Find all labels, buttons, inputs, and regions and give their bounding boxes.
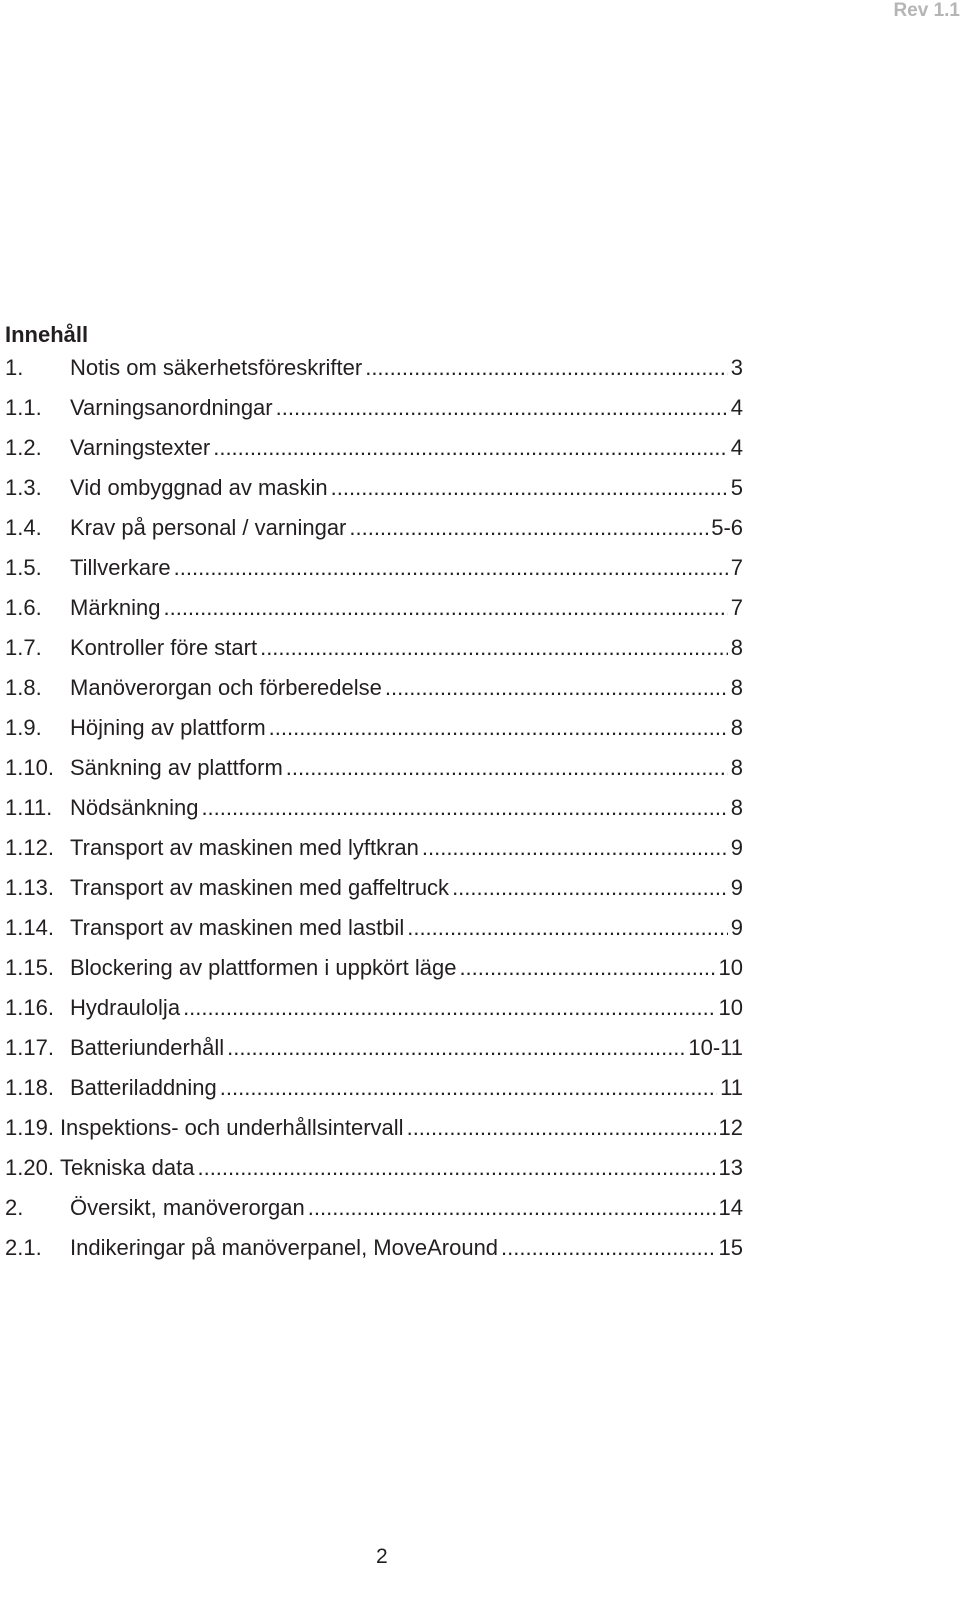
- toc-entry[interactable]: [5, 948, 743, 988]
- toc-entry-number: 1.11.: [5, 795, 53, 820]
- toc-entry-label: Tekniska data: [59, 1155, 195, 1180]
- toc-entry-number: 1.7.: [5, 635, 42, 660]
- toc-entry-page: 3: [730, 355, 743, 380]
- toc-entry-number: 1.9.: [5, 715, 42, 740]
- toc-entry-label: Indikeringar på manöverpanel, MoveAround: [70, 1235, 499, 1260]
- toc-entry-page: 11: [720, 1075, 743, 1100]
- toc-dot-leader: [183, 988, 715, 1028]
- toc-entry-label: Vid ombyggnad av maskin: [70, 475, 328, 500]
- toc-entry[interactable]: [5, 428, 743, 468]
- toc-dot-leader: [227, 1028, 685, 1068]
- toc-entry-number: 1.4.: [5, 515, 42, 540]
- toc-entry-label: Blockering av plattformen i uppkört läge: [70, 955, 457, 980]
- toc-entry-page: 7: [730, 595, 743, 620]
- toc-dot-leader: [422, 828, 728, 868]
- toc-entry-label: Sänkning av plattform: [70, 755, 283, 780]
- toc-entry-label: Batteriladdning: [70, 1075, 217, 1100]
- toc-dot-leader: [459, 948, 715, 988]
- toc-dot-leader: [213, 428, 728, 468]
- toc-entry[interactable]: [5, 1148, 743, 1188]
- toc-entry-number: 1.10.: [5, 755, 54, 780]
- toc-entry-page: 15: [718, 1235, 743, 1260]
- toc-dot-leader: [163, 588, 727, 628]
- toc-entry-number: 1.13.: [5, 875, 54, 900]
- toc-entry-page: 10-11: [688, 1035, 743, 1060]
- toc-entry-number: 1.8.: [5, 675, 42, 700]
- toc-entry-number: 1.12.: [5, 835, 54, 860]
- toc-entry[interactable]: [5, 788, 743, 828]
- toc-entry-page: 14: [718, 1195, 743, 1220]
- toc-entry-page: 9: [730, 915, 743, 940]
- toc-entry-label: Märkning: [70, 595, 161, 620]
- toc-entry-number: 1.18.: [5, 1075, 54, 1100]
- toc-dot-leader: [407, 908, 728, 948]
- toc-entry[interactable]: [5, 588, 743, 628]
- toc-dot-leader: [331, 468, 728, 508]
- toc-entry[interactable]: [5, 828, 743, 868]
- toc-entry[interactable]: [5, 988, 743, 1028]
- toc-entry-page: 4: [730, 395, 743, 420]
- toc-dot-leader: [365, 348, 728, 388]
- toc-title: Innehåll: [5, 322, 89, 347]
- toc-entry-number: 1.17.: [5, 1035, 54, 1060]
- toc-dot-leader: [197, 1148, 715, 1188]
- toc-entry-label: Varningstexter: [70, 435, 211, 460]
- toc-entry-label: Krav på personal / varningar: [70, 515, 347, 540]
- toc-entry[interactable]: [5, 508, 743, 548]
- toc-entry-label: Manöverorgan och förberedelse: [70, 675, 382, 700]
- toc-dot-leader: [452, 868, 728, 908]
- toc-entry-page: 10: [718, 955, 743, 980]
- toc-dot-leader: [260, 628, 728, 668]
- toc-entry-number: 1.: [5, 355, 24, 380]
- toc-dot-leader: [220, 1068, 717, 1108]
- toc-dot-leader: [349, 508, 708, 548]
- toc-entry[interactable]: [5, 908, 743, 948]
- toc-entry[interactable]: [5, 1188, 743, 1228]
- toc-entry-label: Batteriunderhåll: [70, 1035, 225, 1060]
- toc-entry[interactable]: [5, 468, 743, 508]
- toc-entry-page: 8: [730, 675, 743, 700]
- toc-entry-label: Inspektions- och underhållsintervall: [59, 1115, 404, 1140]
- toc-entry-page: 9: [730, 875, 743, 900]
- toc-entry-page: 12: [718, 1115, 743, 1140]
- toc-entry-label: Höjning av plattform: [70, 715, 266, 740]
- toc-entry-label: Transport av maskinen med gaffeltruck: [70, 875, 450, 900]
- toc-entry-number: 2.1.: [5, 1235, 42, 1260]
- toc-entry-page: 5: [730, 475, 743, 500]
- toc-entry[interactable]: [5, 1068, 743, 1108]
- page-number: 2: [376, 1545, 388, 1568]
- toc-entry-number: 1.15.: [5, 955, 54, 980]
- toc-entry-number: 1.2.: [5, 435, 42, 460]
- toc-entry-page: 13: [718, 1155, 743, 1180]
- toc-entry[interactable]: [5, 748, 743, 788]
- toc-entry[interactable]: [5, 1108, 743, 1148]
- toc-entry[interactable]: [5, 868, 743, 908]
- toc-entry-label: Transport av maskinen med lastbil: [70, 915, 405, 940]
- toc-entry-label: Kontroller före start: [70, 635, 258, 660]
- toc-entry-number: 1.14.: [5, 915, 54, 940]
- toc-entry-number: 1.5.: [5, 555, 42, 580]
- toc-entry-label: Varningsanordningar: [70, 395, 273, 420]
- toc-entry[interactable]: [5, 348, 743, 388]
- toc-entry-page: 9: [730, 835, 743, 860]
- toc-entry[interactable]: [5, 1228, 743, 1268]
- toc-entry-number: 1.19.: [5, 1115, 54, 1140]
- toc-entry-number: 1.16.: [5, 995, 54, 1020]
- toc-entry-page: 8: [730, 715, 743, 740]
- toc-dot-leader: [286, 748, 728, 788]
- toc-entry-number: 1.6.: [5, 595, 42, 620]
- toc-entry[interactable]: [5, 628, 743, 668]
- toc-entry-number: 1.1.: [5, 395, 42, 420]
- toc-entry[interactable]: [5, 1028, 743, 1068]
- revision-label: Rev 1.1: [893, 0, 960, 21]
- toc-entry[interactable]: [5, 548, 743, 588]
- toc-entry-page: 7: [730, 555, 743, 580]
- toc-entry-label: Översikt, manöverorgan: [70, 1195, 305, 1220]
- toc-dot-leader: [385, 668, 728, 708]
- toc-dot-leader: [201, 788, 727, 828]
- toc-entry-page: 8: [730, 635, 743, 660]
- toc-entry-number: 1.20.: [5, 1155, 54, 1180]
- toc-entry-page: 5-6: [711, 515, 743, 540]
- table-of-contents: [5, 348, 743, 1268]
- toc-entry-page: 8: [730, 795, 743, 820]
- toc-entry-label: Tillverkare: [70, 555, 171, 580]
- toc-dot-leader: [269, 708, 728, 748]
- toc-dot-leader: [501, 1228, 715, 1268]
- toc-entry-label: Hydraulolja: [70, 995, 181, 1020]
- toc-dot-leader: [308, 1188, 716, 1228]
- toc-entry[interactable]: [5, 708, 743, 748]
- toc-entry-number: 2.: [5, 1195, 24, 1220]
- toc-entry-page: 10: [718, 995, 743, 1020]
- toc-entry-page: 4: [730, 435, 743, 460]
- toc-entry-label: Transport av maskinen med lyftkran: [70, 835, 419, 860]
- toc-dot-leader: [407, 1108, 716, 1148]
- toc-entry-label: Nödsänkning: [70, 795, 199, 820]
- toc-dot-leader: [174, 548, 728, 588]
- toc-entry[interactable]: [5, 668, 743, 708]
- toc-entry-number: 1.3.: [5, 475, 42, 500]
- toc-entry[interactable]: [5, 388, 743, 428]
- toc-entry-page: 8: [730, 755, 743, 780]
- toc-entry-label: Notis om säkerhetsföreskrifter: [70, 355, 363, 380]
- toc-dot-leader: [276, 388, 728, 428]
